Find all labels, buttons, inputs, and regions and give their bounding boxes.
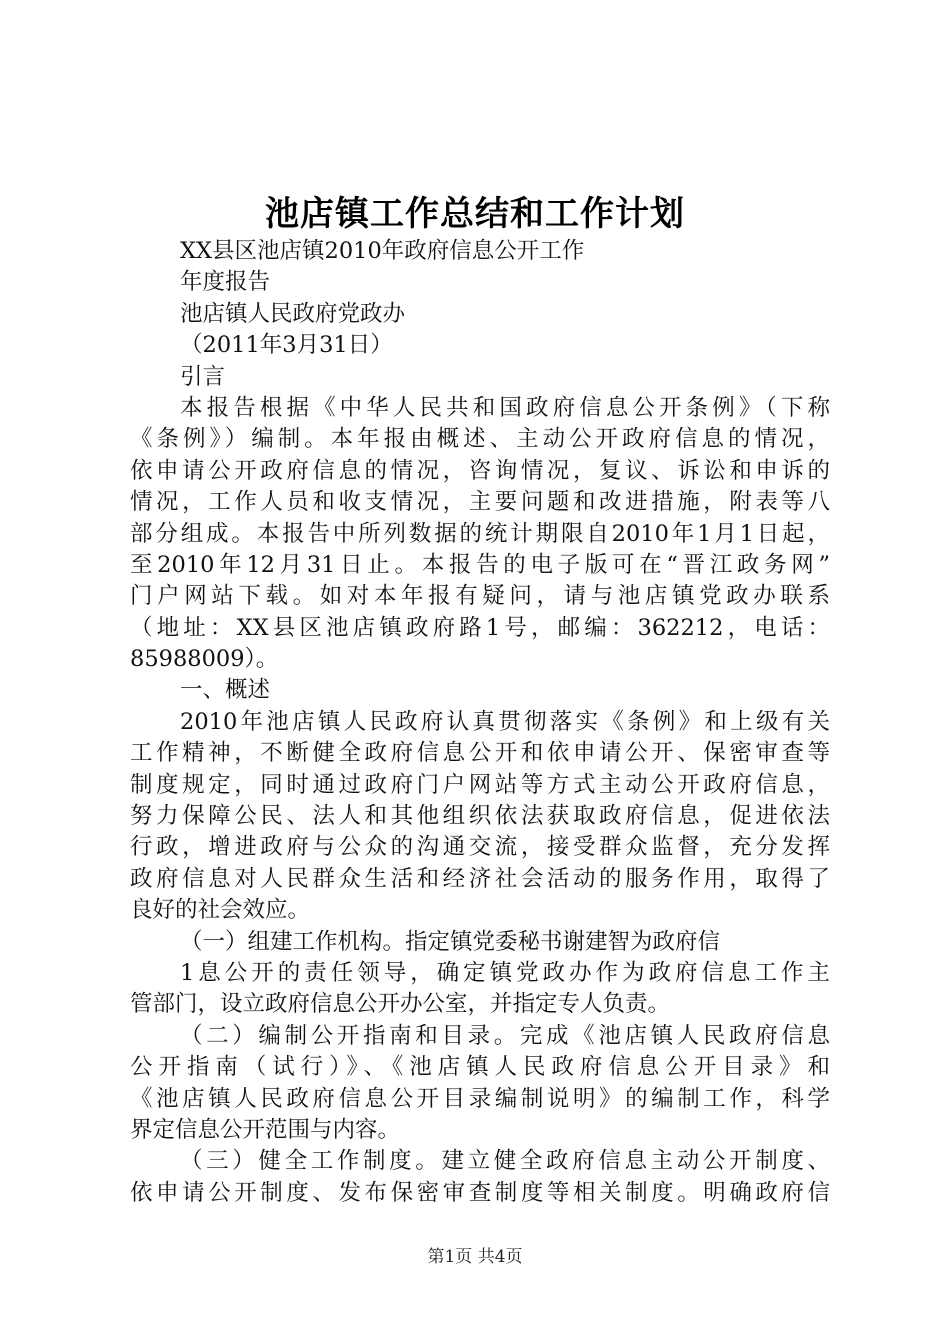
paragraph-line: （一）组建工作机构。指定镇党委秘书谢建智为政府信 xyxy=(180,928,721,955)
document-title: 池店镇工作总结和工作计划 xyxy=(265,194,685,234)
paragraph-line: 情况，工作人员和收支情况，主要问题和改进措施，附表等八 xyxy=(130,489,830,516)
page-footer: 第1页 共4页 xyxy=(427,1247,523,1267)
paragraph-line: 管部门，设立政府信息公开办公室，并指定专人负责。 xyxy=(130,991,671,1018)
paragraph-line: （三）健全工作制度。建立健全政府信息主动公开制度、 xyxy=(180,1148,830,1175)
report-heading-line: XX县区池店镇2010年政府信息公开工作 xyxy=(180,238,585,264)
paragraph-line: （二）编制公开指南和目录。完成《池店镇人民政府信息 xyxy=(180,1022,830,1049)
paragraph-line: 85988009）。 xyxy=(130,646,279,673)
paragraph-line: 制度规定，同时通过政府门户网站等方式主动公开政府信息， xyxy=(130,771,830,798)
paragraph-line: 依申请公开政府信息的情况，咨询情况，复议、诉讼和申诉的 xyxy=(130,457,830,484)
paragraph-line: 努力保障公民、法人和其他组织依法获取政府信息，促进依法 xyxy=(130,803,830,830)
paragraph-line: （地址：XX县区池店镇政府路1号，邮编：362212，电话： xyxy=(130,614,830,641)
paragraph-line: 1息公开的责任领导，确定镇党政办作为政府信息工作主 xyxy=(180,959,830,986)
paragraph-line: 工作精神，不断健全政府信息公开和依申请公开、保密审查等 xyxy=(130,740,830,767)
paragraph-line: 本报告根据《中华人民共和国政府信息公开条例》（下称 xyxy=(180,394,830,421)
paragraph-line: 部分组成。本报告中所列数据的统计期限自2010年1月1日起， xyxy=(130,520,830,547)
paragraph-line: 2010年池店镇人民政府认真贯彻落实《条例》和上级有关 xyxy=(180,708,830,735)
paragraph-line: 良好的社会效应。 xyxy=(130,897,311,924)
report-date-line: （2011年3月31日） xyxy=(180,332,393,359)
paragraph-line: 行政，增进政府与公众的沟通交流，接受群众监督，充分发挥 xyxy=(130,834,830,861)
section-heading-intro: 引言 xyxy=(180,363,226,390)
section-heading-overview: 一、概述 xyxy=(180,677,271,704)
paragraph-line: 公开指南（试行）》、《池店镇人民政府信息公开目录》和 xyxy=(130,1054,830,1081)
paragraph-line: 《条例》）编制。本年报由概述、主动公开政府信息的情况， xyxy=(130,426,830,453)
paragraph-line: 门户网站下载。如对本年报有疑问，请与池店镇党政办联系 xyxy=(130,583,830,610)
paragraph-line: 《池店镇人民政府信息公开目录编制说明》的编制工作，科学 xyxy=(130,1085,830,1112)
paragraph-line: 依申请公开制度、发布保密审查制度等相关制度。明确政府信 xyxy=(130,1179,830,1206)
report-author-line: 池店镇人民政府党政办 xyxy=(180,300,406,327)
report-heading-line: 年度报告 xyxy=(180,269,271,296)
paragraph-line: 界定信息公开范围与内容。 xyxy=(130,1116,401,1143)
paragraph-line: 政府信息对人民群众生活和经济社会活动的服务作用，取得了 xyxy=(130,865,830,892)
document-body xyxy=(130,236,830,1209)
paragraph-line: 至2010年12月31日止。本报告的电子版可在“晋江政务网” xyxy=(130,551,830,578)
